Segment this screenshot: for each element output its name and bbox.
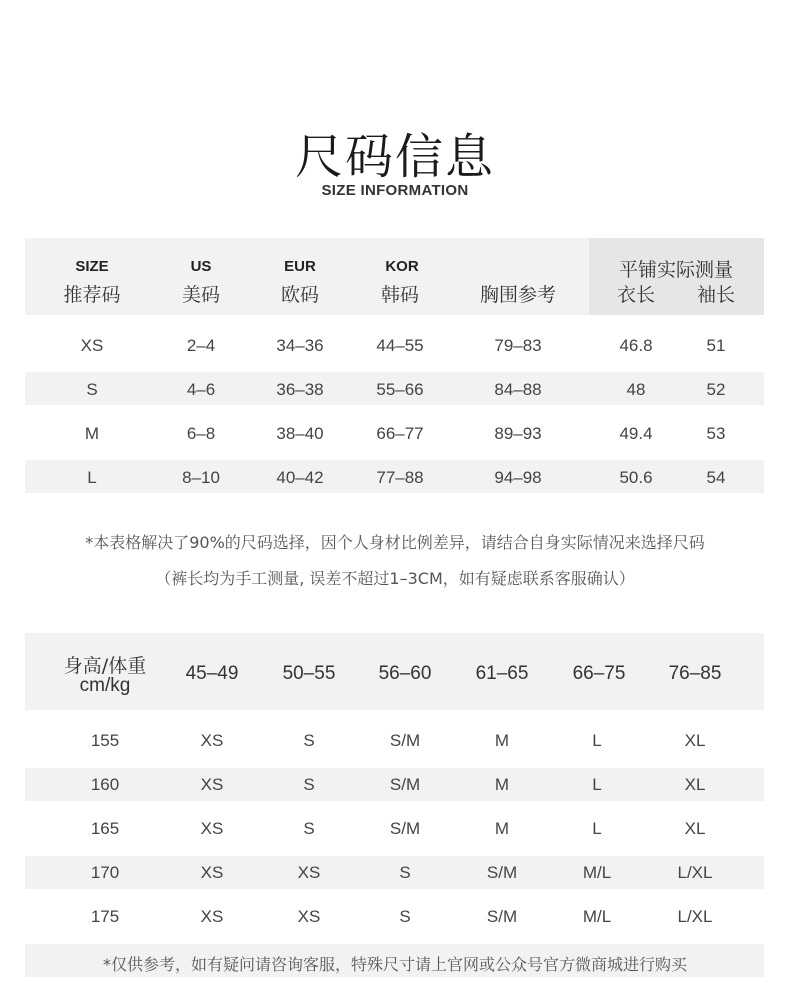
cell-fit: L/XL — [677, 863, 713, 882]
cell-fit: XS — [200, 819, 224, 838]
header-us-en: US — [190, 258, 212, 275]
cell-size: M — [84, 424, 100, 443]
measure-note: （裤长均为手工测量, 误差不超过1–3CM，如有疑虑联系客服确认） — [155, 569, 635, 588]
cell-chest: 89–93 — [494, 424, 542, 443]
cell-fit: S/M — [486, 907, 518, 926]
cell-size: XS — [80, 336, 104, 355]
cell-fit: M — [494, 731, 510, 750]
cell-kor: 44–55 — [376, 336, 424, 355]
cell-fit: XS — [200, 863, 224, 882]
page-subtitle: SIZE INFORMATION — [321, 182, 469, 199]
cell-fit: S/M — [389, 731, 421, 750]
cell-fit: S — [303, 819, 315, 838]
cell-fit: L — [592, 819, 602, 838]
cell-eur: 40–42 — [276, 468, 324, 487]
cell-us: 6–8 — [186, 424, 216, 443]
cell-fit: M — [494, 775, 510, 794]
size-note: *本表格解决了90%的尺码选择，因个人身材比例差异，请结合自身实际情况来选择尺码 — [85, 533, 705, 552]
header-kor-cn: 韩码 — [380, 284, 420, 306]
header-chest-cn: 胸围参考 — [479, 284, 557, 306]
header-kor-en: KOR — [385, 258, 419, 275]
cell-size: L — [87, 468, 97, 487]
header-sleeve: 袖长 — [696, 284, 736, 306]
cell-chest: 94–98 — [494, 468, 542, 487]
fit-corner-label: 身高/体重 — [63, 655, 147, 677]
cell-length: 48 — [626, 380, 646, 399]
cell-fit: S — [399, 907, 411, 926]
cell-height: 160 — [90, 775, 120, 794]
cell-fit: S — [303, 775, 315, 794]
page-title: 尺码信息 — [294, 129, 495, 185]
cell-us: 8–10 — [182, 468, 220, 487]
cell-fit: XS — [297, 907, 321, 926]
cell-fit: XS — [297, 863, 321, 882]
header-size-cn: 推荐码 — [63, 284, 121, 306]
cell-height: 175 — [90, 907, 120, 926]
cell-length: 46.8 — [619, 336, 653, 355]
cell-length: 49.4 — [619, 424, 653, 443]
cell-fit: XL — [684, 819, 706, 838]
weight-header: 50–55 — [282, 663, 336, 684]
cell-fit: S/M — [389, 819, 421, 838]
cell-fit: L/XL — [677, 907, 713, 926]
cell-fit: S/M — [389, 775, 421, 794]
cell-us: 4–6 — [186, 380, 216, 399]
header-length: 衣长 — [616, 284, 656, 306]
weight-header: 45–49 — [185, 663, 239, 684]
weight-header: 56–60 — [378, 663, 432, 684]
cell-height: 155 — [90, 731, 120, 750]
cell-fit: S — [399, 863, 411, 882]
cell-kor: 66–77 — [376, 424, 424, 443]
cell-fit: XL — [684, 775, 706, 794]
cell-chest: 84–88 — [494, 380, 542, 399]
cell-fit: XS — [200, 731, 224, 750]
cell-fit: XS — [200, 907, 224, 926]
cell-fit: M/L — [582, 863, 612, 882]
weight-header: 66–75 — [572, 663, 626, 684]
cell-sleeve: 54 — [706, 468, 726, 487]
cell-fit: S — [303, 731, 315, 750]
cell-eur: 38–40 — [276, 424, 324, 443]
cell-fit: M/L — [582, 907, 612, 926]
header-us-cn: 美码 — [181, 284, 221, 306]
cell-sleeve: 51 — [706, 336, 726, 355]
header-eur-en: EUR — [284, 258, 316, 275]
cell-kor: 77–88 — [376, 468, 424, 487]
cell-height: 165 — [90, 819, 120, 838]
cell-eur: 36–38 — [276, 380, 324, 399]
cell-fit: M — [494, 819, 510, 838]
cell-us: 2–4 — [186, 336, 216, 355]
cell-height: 170 — [90, 863, 120, 882]
cell-fit: L — [592, 775, 602, 794]
footer-note: *仅供参考，如有疑问请咨询客服，特殊尺寸请上官网或公众号官方微商城进行购买 — [102, 955, 687, 974]
cell-fit: S/M — [486, 863, 518, 882]
weight-header: 76–85 — [668, 663, 722, 684]
cell-sleeve: 53 — [706, 424, 726, 443]
cell-sleeve: 52 — [706, 380, 726, 399]
cell-length: 50.6 — [619, 468, 653, 487]
cell-fit: XL — [684, 731, 706, 750]
cell-eur: 34–36 — [276, 336, 324, 355]
cell-fit: XS — [200, 775, 224, 794]
cell-chest: 79–83 — [494, 336, 542, 355]
header-size-en: SIZE — [75, 258, 109, 275]
fit-corner-unit: cm/kg — [79, 675, 131, 696]
cell-fit: L — [592, 731, 602, 750]
cell-kor: 55–66 — [376, 380, 424, 399]
header-measure: 平铺实际测量 — [618, 259, 734, 281]
weight-header: 61–65 — [475, 663, 529, 684]
cell-size: S — [86, 380, 98, 399]
row-band — [25, 856, 764, 889]
header-eur-cn: 欧码 — [280, 284, 320, 306]
